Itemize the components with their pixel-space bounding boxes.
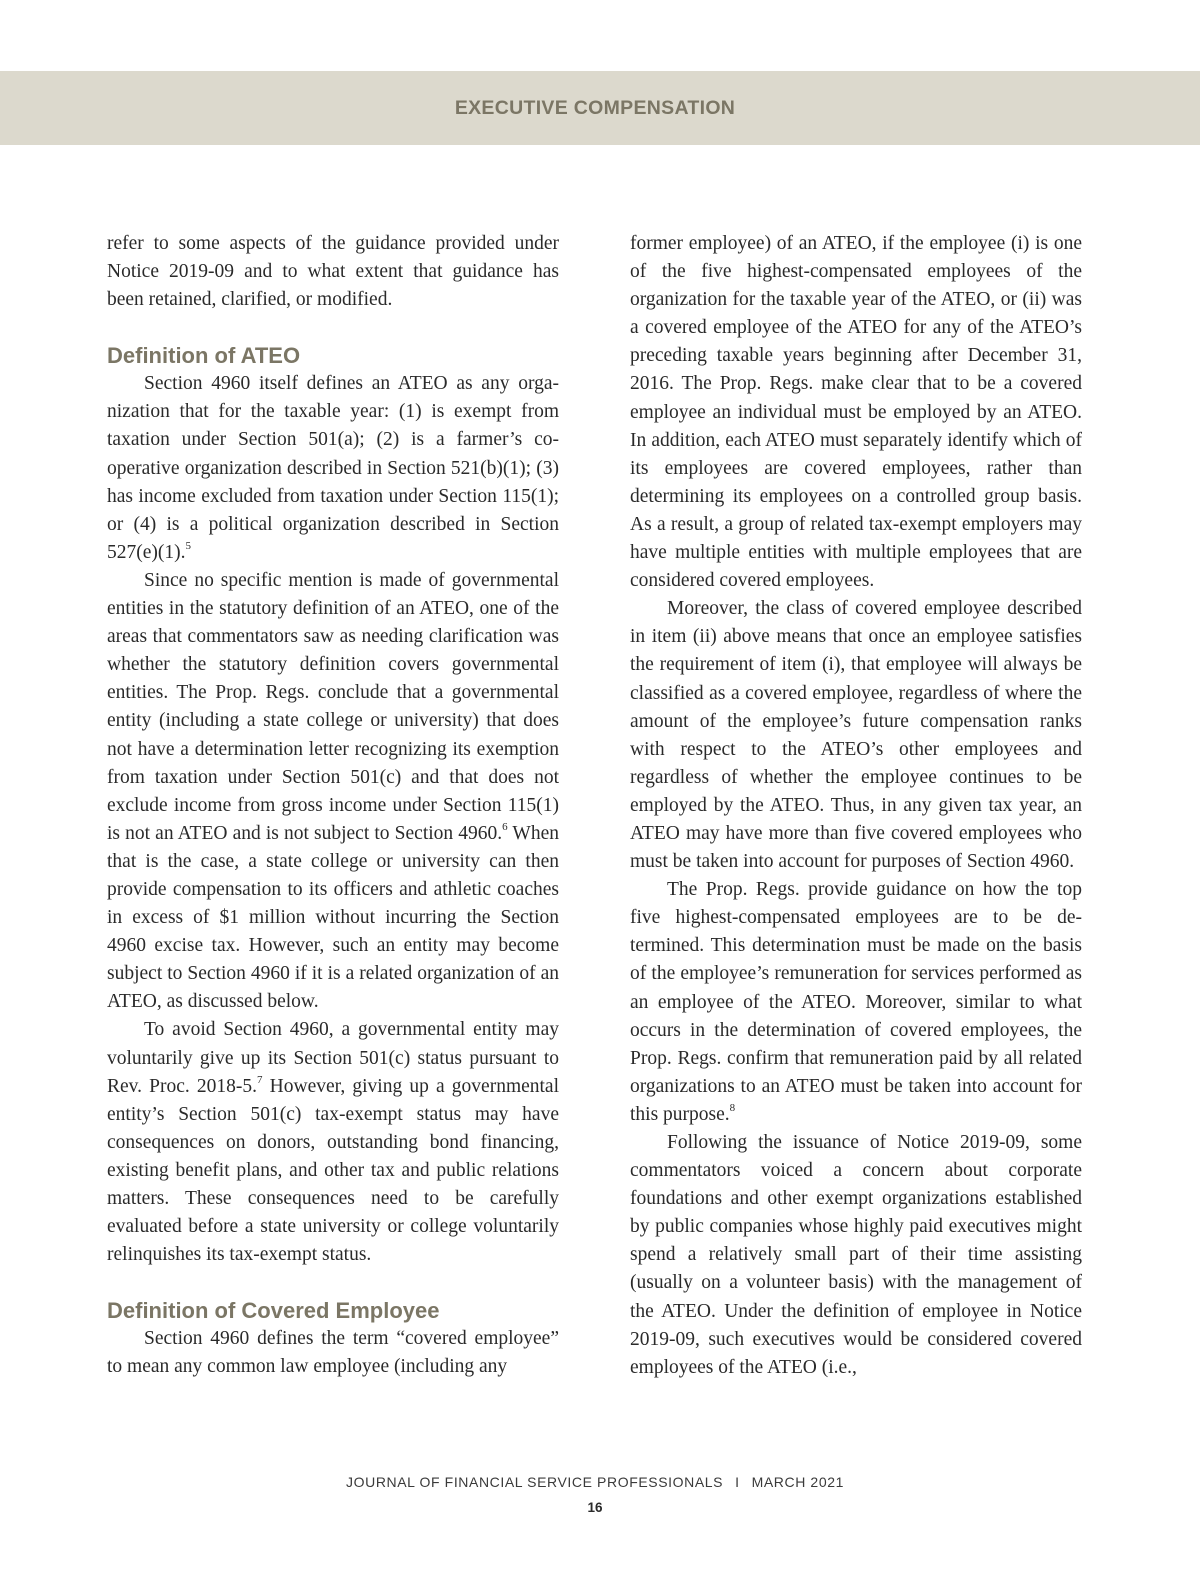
- section-title: EXECUTIVE COMPENSATION: [454, 97, 736, 119]
- issue-date: MARCH 2021: [751, 1474, 844, 1490]
- intro-paragraph: refer to some aspects of the guidance provided under Notice 2019-09 and to what extent that guidance has been retained, clarified, or modified.: [107, 233, 559, 311]
- footnote-marker: 5: [185, 540, 192, 553]
- footer-separator: I: [735, 1474, 740, 1490]
- paragraph-text-continued: However, giving up a governmental entity’s Section 501(c) tax-exempt status may have consequences on donors, outstanding bond financing, existing benefit plans, and other tax and public relations matters. These consequences need to be carefully evaluated before a state university or college voluntarily relinquishes its tax-exempt status.: [107, 1075, 560, 1266]
- paragraph-former-employee: former employee) of an ATEO, if the employee (i) is one of the five highest-compensated employees of the organization for the taxable year of the ATEO, or (ii) was a covered employee of the ATEO for any of the ATEO’s preceding taxable years beginning after December 31, 2016. The Prop. Regs. make clear that to be a covered employee an individual must be employed by an ATEO. In addition, each ATEO must separately identify which of its employees are covered employees, rather than determining its employees on a controlled group basis. As a result, a group of related tax-exempt employers may have multiple entities with multiple employees that are considered covered employees.: [630, 233, 1082, 592]
- paragraph-class-of-covered-employee: Moreover, the class of covered employee described in item (ii) above means that once an employee satisfies the requirement of item (i), that employee will always be classified as a covered employee, regardless of where the amount of the employee’s future compensation ranks with respect to the ATEO’s other employees and regardless of whether the employee continues to be employed by the ATEO. Thus, in any given tax year, an ATEO may have more than five covered employees who must be taken into account for purposes of Section 4960.: [630, 598, 1082, 873]
- right-column: [630, 230, 1082, 1382]
- paragraph-text: Since no specific mention is made of governmental entities in the statutory definition of an ATEO, one of the areas that commentators saw as needing clarification was whether the statutory definition covers governmental entities. The Prop. Regs. conclude that a governmental entity (including a state college or university) that does not have a determination letter recognizing its exemption from taxation under Section 501(c) and that does not exclude income from gross income under Section 115(1) is not an ATEO and is not subject to Section 4960.: [107, 569, 559, 844]
- paragraph-text: To avoid Section 4960, a governmental entity may voluntarily give up its Section 501(c) status pursuant to Rev. Proc. 2018-5.: [107, 1019, 559, 1097]
- journal-name: JOURNAL OF FINANCIAL SERVICE PROFESSIONALS: [346, 1474, 724, 1490]
- paragraph-ateo-definition: [107, 370, 559, 567]
- paragraph-text: The Prop. Regs. provide guidance on how the top five highest-compensated employees are to be determined. This determination must be made on the basis of the employee’s remuneration for services performed as an employee of the ATEO. Moreover, similar to what occurs in the determination of covered employees, the Prop. Regs. confirm that remuneration paid by all related organizations to an ATEO must be taken into account for this purpose.: [630, 879, 1082, 1125]
- paragraph-covered-employee-definition: Section 4960 defines the term “covered employee” to mean any common law employee (including any: [107, 1328, 559, 1378]
- paragraph-avoid-section-4960: [107, 1016, 559, 1269]
- footnote-marker: 6: [502, 821, 508, 834]
- page-number: 16: [587, 1500, 603, 1515]
- footnote-marker: 7: [257, 1074, 263, 1087]
- heading-definition-of-ateo: Definition of ATEO: [107, 343, 301, 369]
- paragraph-corporate-foundations: Following the issuance of Notice 2019-09, some commentators voiced a concern about corporate foundations and other exempt organizations established by public companies whose highly paid executives might spend a relatively small part of their time assisting (usually on a volunteer basis) with the management of the ATEO. Under the definition of employee in Notice 2019-09, such executives would be considered covered employees of the ATEO (i.e.,: [630, 1132, 1082, 1378]
- left-column: [107, 230, 559, 1381]
- paragraph-governmental-entities: [107, 567, 559, 1017]
- heading-definition-of-covered-employee: Definition of Covered Employee: [107, 1298, 440, 1324]
- paragraph-top-five-highest: [630, 876, 1082, 1129]
- footer-running-title: [0, 1474, 1190, 1490]
- footnote-marker: 8: [729, 1102, 736, 1115]
- paragraph-text: Section 4960 itself defines an ATEO as any organization that for the taxable year: (1) is exempt from taxation under Section 501(a); (2) is a farmer’s cooperative organization described in Section 521(b)(1); (3) has income excluded from taxation under Section 115(1); or (4) is a political organization described in Section 527(e)(1).: [107, 373, 559, 563]
- paragraph-text-continued: When that is the case, a state college or university can then provide compensation to its officers and athletic coaches in excess of $1 million without incurring the Section 4960 excise tax. However, such an entity may become subject to Section 4960 if it is a related organization of an ATEO, as discussed below.: [107, 822, 559, 1013]
